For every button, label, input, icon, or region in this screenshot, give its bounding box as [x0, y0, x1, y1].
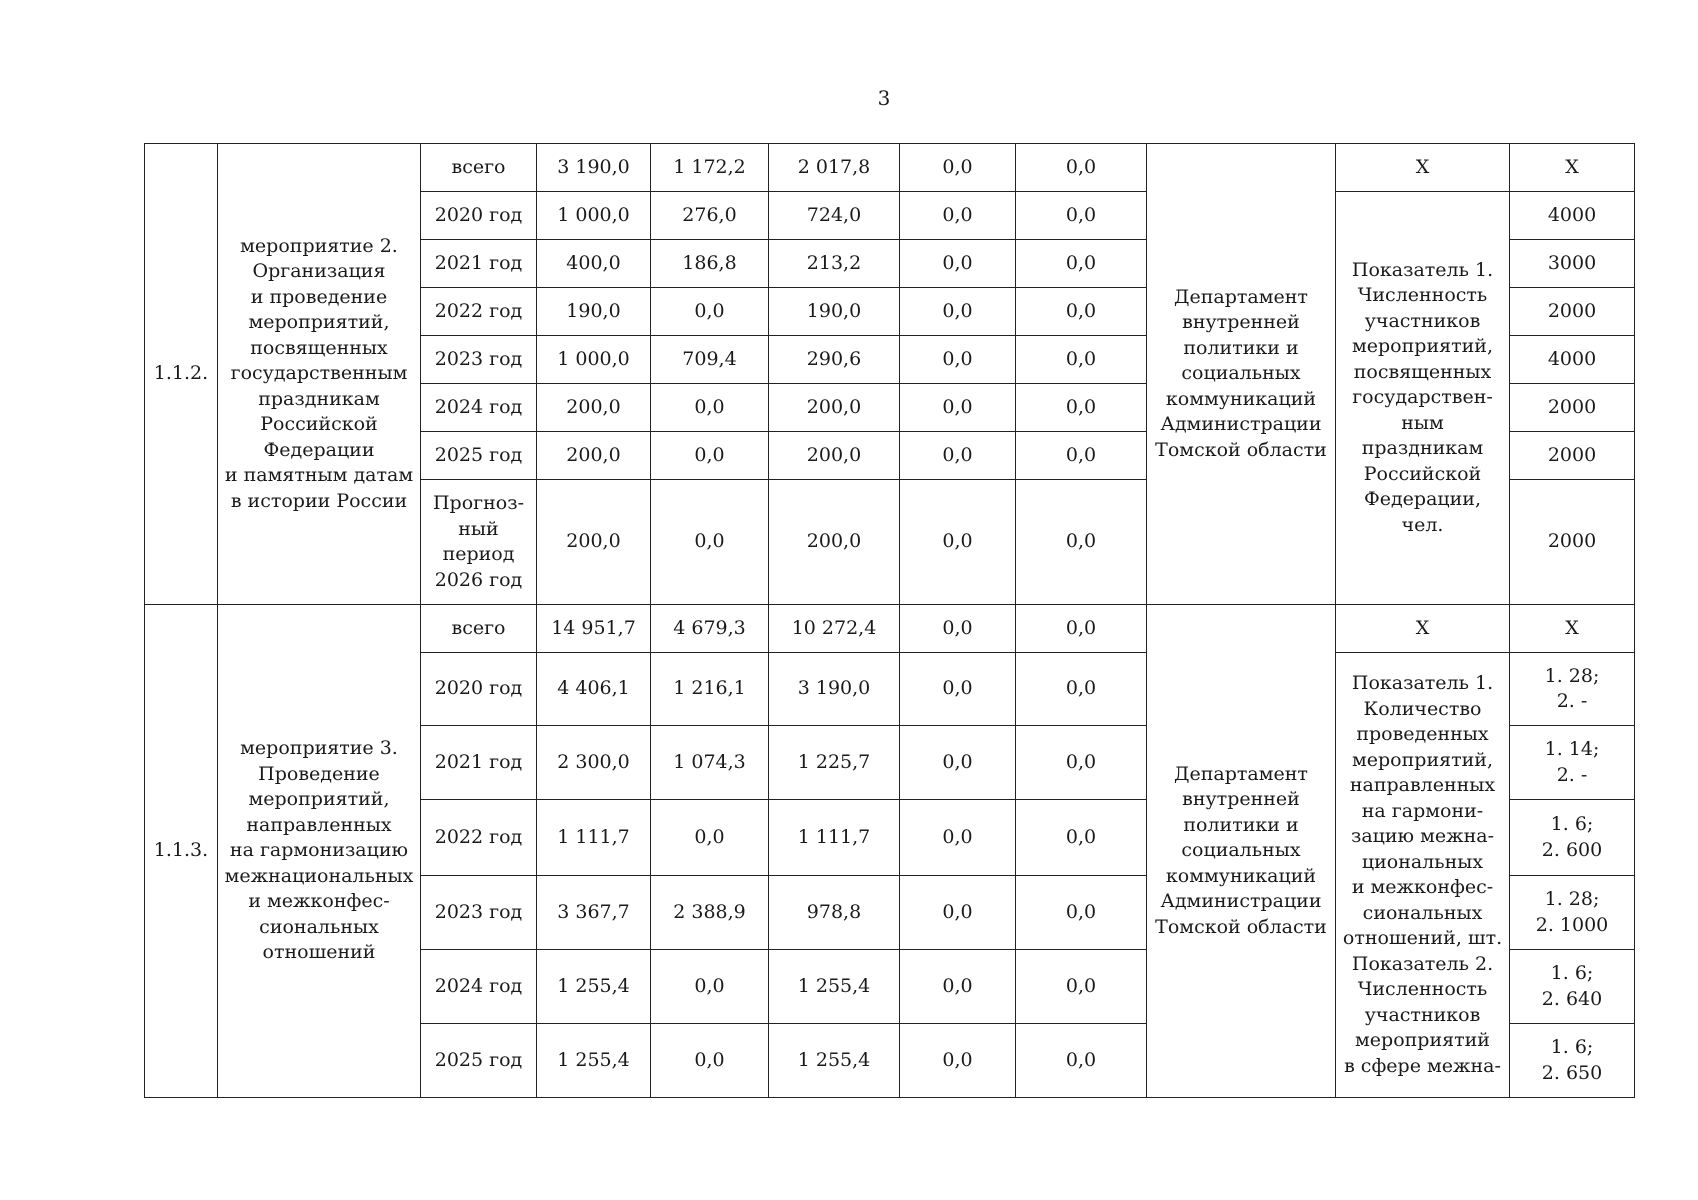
- activity-name: мероприятие 2. Организация и проведение мероприятий, посвященных государственным праздникам Российской Федерации и памятным датам в истории России: [218, 144, 421, 605]
- indicator-description: Показатель 1. Численность участников мероприятий, посвященных государствен- ным праздникам Российской Федерации, чел.: [1336, 192, 1510, 605]
- amount-regional-cell: 190,0: [769, 288, 900, 336]
- amount-federal-cell: 0,0: [651, 384, 769, 432]
- amount-local-cell: 0,0: [900, 336, 1016, 384]
- amount-total-cell: 3 190,0: [537, 144, 651, 192]
- amount-total-cell: 1 000,0: [537, 192, 651, 240]
- period-cell: 2022 год: [421, 288, 537, 336]
- amount-local-cell: 0,0: [900, 432, 1016, 480]
- table-row: [145, 144, 1635, 192]
- amount-federal-cell: 186,8: [651, 240, 769, 288]
- amount-federal-cell: 1 216,1: [651, 653, 769, 726]
- amount-federal-cell: 709,4: [651, 336, 769, 384]
- amount-other-cell: 0,0: [1016, 876, 1147, 950]
- indicator-value-cell: 1. 14; 2. -: [1510, 726, 1635, 800]
- period-cell: 2025 год: [421, 1024, 537, 1098]
- responsible-department: Департамент внутренней политики и социальных коммуникаций Администрации Томской области: [1147, 605, 1336, 1098]
- amount-total-cell: 200,0: [537, 384, 651, 432]
- table-row: [145, 605, 1635, 653]
- indicator-value-cell: 3000: [1510, 240, 1635, 288]
- period-cell: 2024 год: [421, 384, 537, 432]
- page-number: 3: [877, 86, 891, 110]
- period-cell: всего: [421, 144, 537, 192]
- period-cell: 2021 год: [421, 726, 537, 800]
- amount-local-cell: 0,0: [900, 726, 1016, 800]
- indicator-value-cell: 2000: [1510, 384, 1635, 432]
- indicator-value-cell: 2000: [1510, 432, 1635, 480]
- amount-regional-cell: 200,0: [769, 480, 900, 605]
- amount-federal-cell: 0,0: [651, 432, 769, 480]
- amount-total-cell: 200,0: [537, 432, 651, 480]
- amount-local-cell: 0,0: [900, 288, 1016, 336]
- amount-total-cell: 1 255,4: [537, 950, 651, 1024]
- amount-local-cell: 0,0: [900, 480, 1016, 605]
- amount-local-cell: 0,0: [900, 605, 1016, 653]
- amount-other-cell: 0,0: [1016, 726, 1147, 800]
- amount-federal-cell: 0,0: [651, 1024, 769, 1098]
- program-activities-table: [144, 143, 1635, 1098]
- indicator-value-cell: X: [1510, 144, 1635, 192]
- amount-total-cell: 2 300,0: [537, 726, 651, 800]
- period-cell: 2020 год: [421, 653, 537, 726]
- amount-other-cell: 0,0: [1016, 288, 1147, 336]
- activity-name: мероприятие 3. Проведение мероприятий, направленных на гармонизацию межнациональных и межконфес- сиональных отношений: [218, 605, 421, 1098]
- amount-other-cell: 0,0: [1016, 1024, 1147, 1098]
- activity-number: 1.1.3.: [145, 605, 218, 1098]
- indicator-value-cell: 4000: [1510, 336, 1635, 384]
- period-cell: Прогноз- ный период 2026 год: [421, 480, 537, 605]
- indicator-value-cell: 2000: [1510, 288, 1635, 336]
- amount-total-cell: 1 255,4: [537, 1024, 651, 1098]
- indicator-value-cell: X: [1510, 605, 1635, 653]
- amount-other-cell: 0,0: [1016, 950, 1147, 1024]
- period-cell: 2024 год: [421, 950, 537, 1024]
- amount-total-cell: 14 951,7: [537, 605, 651, 653]
- amount-regional-cell: 290,6: [769, 336, 900, 384]
- amount-other-cell: 0,0: [1016, 144, 1147, 192]
- indicator-value-cell: 2000: [1510, 480, 1635, 605]
- amount-federal-cell: 4 679,3: [651, 605, 769, 653]
- amount-local-cell: 0,0: [900, 653, 1016, 726]
- amount-regional-cell: 200,0: [769, 384, 900, 432]
- amount-other-cell: 0,0: [1016, 192, 1147, 240]
- amount-federal-cell: 0,0: [651, 950, 769, 1024]
- amount-total-cell: 3 367,7: [537, 876, 651, 950]
- period-cell: 2025 год: [421, 432, 537, 480]
- amount-other-cell: 0,0: [1016, 653, 1147, 726]
- amount-total-cell: 1 000,0: [537, 336, 651, 384]
- amount-local-cell: 0,0: [900, 800, 1016, 876]
- responsible-department: Департамент внутренней политики и социальных коммуникаций Администрации Томской области: [1147, 144, 1336, 605]
- amount-local-cell: 0,0: [900, 1024, 1016, 1098]
- indicator-value-cell: 1. 6; 2. 600: [1510, 800, 1635, 876]
- period-cell: 2022 год: [421, 800, 537, 876]
- indicator-value-cell: 1. 6; 2. 640: [1510, 950, 1635, 1024]
- amount-total-cell: 400,0: [537, 240, 651, 288]
- amount-other-cell: 0,0: [1016, 336, 1147, 384]
- amount-regional-cell: 724,0: [769, 192, 900, 240]
- amount-regional-cell: 213,2: [769, 240, 900, 288]
- amount-other-cell: 0,0: [1016, 384, 1147, 432]
- amount-federal-cell: 0,0: [651, 288, 769, 336]
- amount-regional-cell: 1 111,7: [769, 800, 900, 876]
- amount-local-cell: 0,0: [900, 144, 1016, 192]
- amount-regional-cell: 2 017,8: [769, 144, 900, 192]
- amount-regional-cell: 1 255,4: [769, 950, 900, 1024]
- amount-other-cell: 0,0: [1016, 480, 1147, 605]
- amount-other-cell: 0,0: [1016, 432, 1147, 480]
- amount-federal-cell: 276,0: [651, 192, 769, 240]
- indicator-value-cell: 1. 28; 2. 1000: [1510, 876, 1635, 950]
- period-cell: всего: [421, 605, 537, 653]
- amount-regional-cell: 10 272,4: [769, 605, 900, 653]
- amount-local-cell: 0,0: [900, 384, 1016, 432]
- amount-other-cell: 0,0: [1016, 605, 1147, 653]
- indicator-header-cell: X: [1336, 144, 1510, 192]
- amount-federal-cell: 1 074,3: [651, 726, 769, 800]
- amount-other-cell: 0,0: [1016, 240, 1147, 288]
- activity-number: 1.1.2.: [145, 144, 218, 605]
- period-cell: 2020 год: [421, 192, 537, 240]
- indicator-value-cell: 1. 6; 2. 650: [1510, 1024, 1635, 1098]
- period-cell: 2023 год: [421, 876, 537, 950]
- amount-local-cell: 0,0: [900, 876, 1016, 950]
- amount-regional-cell: 1 255,4: [769, 1024, 900, 1098]
- amount-regional-cell: 978,8: [769, 876, 900, 950]
- amount-local-cell: 0,0: [900, 950, 1016, 1024]
- amount-regional-cell: 3 190,0: [769, 653, 900, 726]
- amount-total-cell: 4 406,1: [537, 653, 651, 726]
- indicator-value-cell: 4000: [1510, 192, 1635, 240]
- indicator-header-cell: X: [1336, 605, 1510, 653]
- amount-other-cell: 0,0: [1016, 800, 1147, 876]
- amount-total-cell: 1 111,7: [537, 800, 651, 876]
- amount-regional-cell: 1 225,7: [769, 726, 900, 800]
- period-cell: 2021 год: [421, 240, 537, 288]
- amount-federal-cell: 2 388,9: [651, 876, 769, 950]
- amount-total-cell: 200,0: [537, 480, 651, 605]
- amount-federal-cell: 0,0: [651, 480, 769, 605]
- period-cell: 2023 год: [421, 336, 537, 384]
- amount-local-cell: 0,0: [900, 240, 1016, 288]
- amount-local-cell: 0,0: [900, 192, 1016, 240]
- amount-federal-cell: 1 172,2: [651, 144, 769, 192]
- indicator-description: Показатель 1. Количество проведенных мероприятий, направленных на гармони- зацию межна- циональных и межконфес- сиональных отношений, шт. Показатель 2. Численность участников мероприятий в сфере межна-: [1336, 653, 1510, 1098]
- indicator-value-cell: 1. 28; 2. -: [1510, 653, 1635, 726]
- amount-total-cell: 190,0: [537, 288, 651, 336]
- amount-federal-cell: 0,0: [651, 800, 769, 876]
- amount-regional-cell: 200,0: [769, 432, 900, 480]
